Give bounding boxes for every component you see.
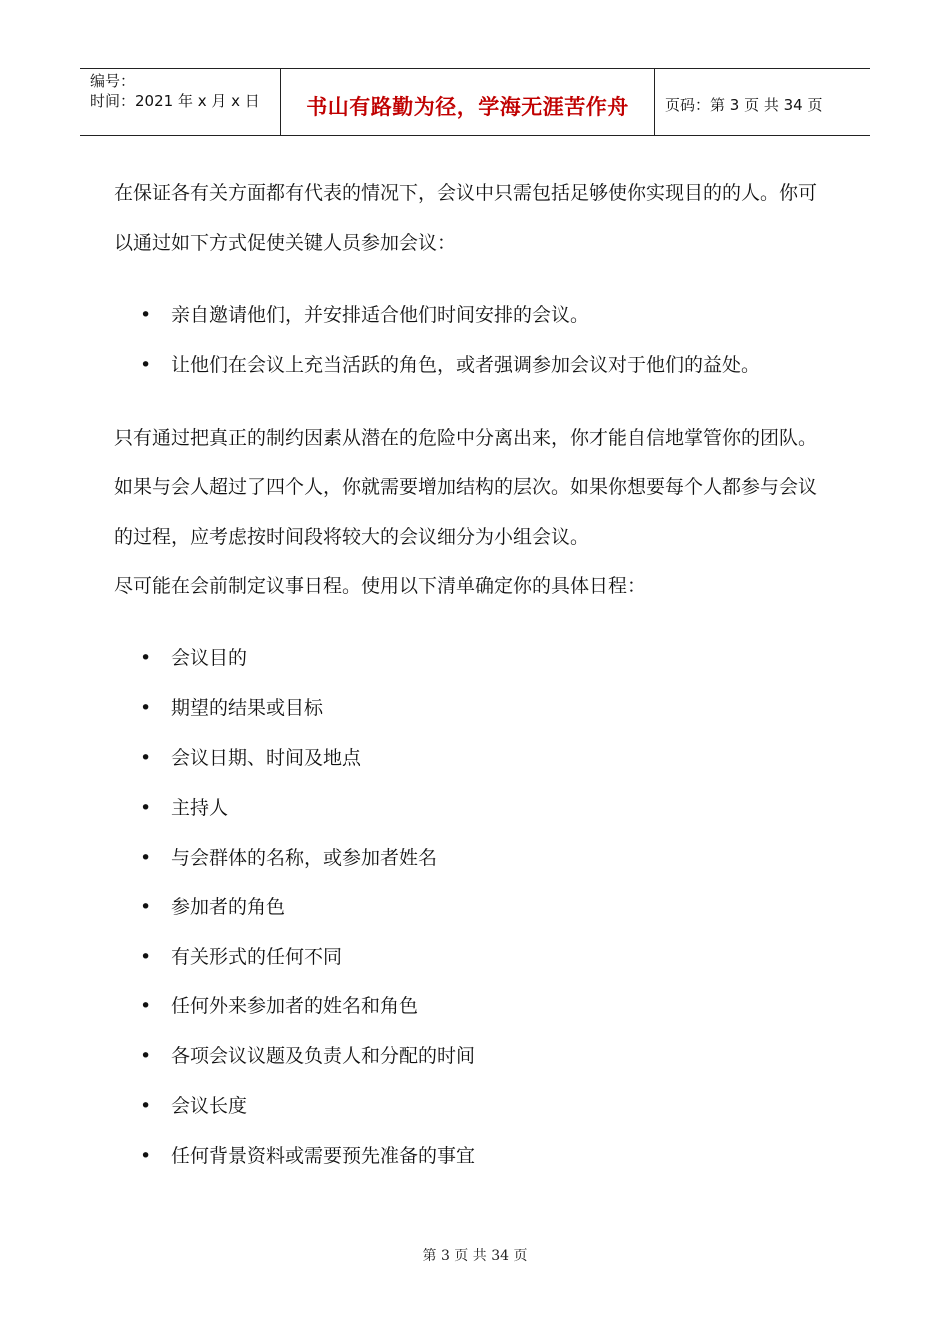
paragraph-line: 如果与会人超过了四个人，你就需要增加结构的层次。如果你想要每个人都参与会议 <box>114 476 818 498</box>
bullet-icon: • <box>140 797 152 819</box>
list-item-text: 期望的结果或目标 <box>171 697 324 719</box>
list-item-text: 让他们在会议上充当活跃的角色，或者强调参加会议对于他们的益处。 <box>171 354 761 376</box>
list-item-text: 会议日期、时间及地点 <box>171 747 362 769</box>
paragraph-line: 以通过如下方式促使关键人员参加会议： <box>114 232 457 254</box>
bullet-icon: • <box>140 995 152 1017</box>
document-date-label: 时间：2021 年 x 月 x 日 <box>90 92 260 110</box>
page-footer: 第 3 页 共 34 页 <box>422 1248 528 1264</box>
list-item-text: 有关形式的任何不同 <box>171 946 343 968</box>
list-item-text: 会议长度 <box>171 1095 248 1117</box>
bullet-icon: • <box>140 1045 152 1067</box>
header-right-cell <box>655 69 870 135</box>
header-motto-cell <box>281 69 655 135</box>
list-item-text: 亲自邀请他们，并安排适合他们时间安排的会议。 <box>171 304 590 326</box>
list-item-text: 与会群体的名称，或参加者姓名 <box>171 847 438 869</box>
bullet-icon: • <box>140 697 152 719</box>
header-left-cell <box>80 69 281 135</box>
bullet-icon: • <box>140 747 152 769</box>
list-item-text: 任何背景资料或需要预先准备的事宜 <box>171 1145 476 1167</box>
list-item-text: 参加者的角色 <box>171 896 286 918</box>
bullet-icon: • <box>140 1095 152 1117</box>
paragraph-line: 在保证各有关方面都有代表的情况下，会议中只需包括足够使你实现目的的人。你可 <box>114 182 818 204</box>
header-motto: 书山有路勤为径，学海无涯苦作舟 <box>306 94 629 119</box>
bullet-icon: • <box>140 946 152 968</box>
header-page-number: 页码：第 3 页 共 34 页 <box>665 96 823 114</box>
bullet-icon: • <box>140 304 152 326</box>
bullet-icon: • <box>140 647 152 669</box>
paragraph-line: 尽可能在会前制定议事日程。使用以下清单确定你的具体日程： <box>114 575 647 597</box>
list-item-text: 会议目的 <box>171 647 248 669</box>
list-item-text: 主持人 <box>171 797 229 819</box>
document-number-label: 编号： <box>90 72 136 90</box>
bullet-icon: • <box>140 354 152 376</box>
page-header <box>80 68 870 136</box>
bullet-icon: • <box>140 1145 152 1167</box>
bullet-icon: • <box>140 896 152 918</box>
list-item-text: 任何外来参加者的姓名和角色 <box>171 995 419 1017</box>
list-item-text: 各项会议议题及负责人和分配的时间 <box>171 1045 476 1067</box>
bullet-icon: • <box>140 847 152 869</box>
paragraph-line: 只有通过把真正的制约因素从潜在的危险中分离出来，你才能自信地掌管你的团队。 <box>114 427 818 449</box>
paragraph-line: 的过程，应考虑按时间段将较大的会议细分为小组会议。 <box>114 526 590 548</box>
